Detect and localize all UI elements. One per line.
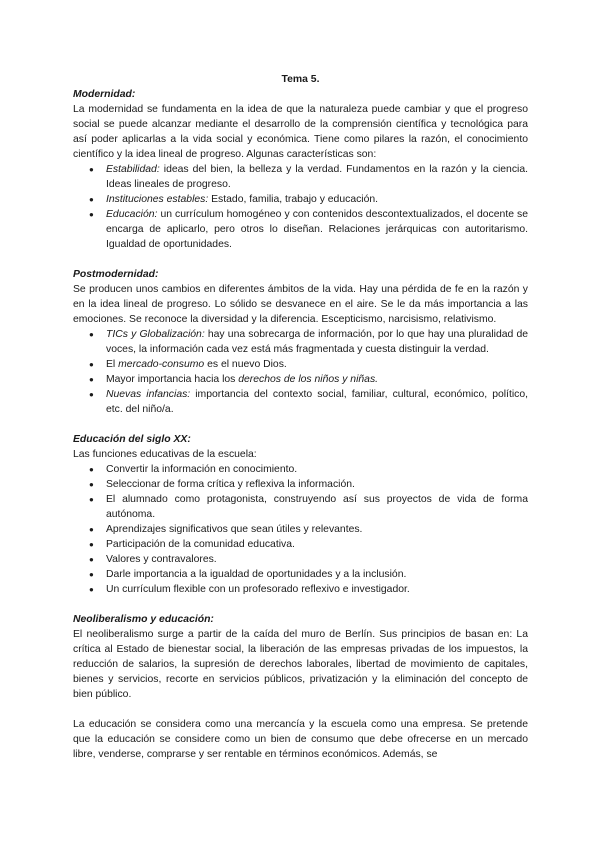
- item-text: El: [106, 359, 119, 370]
- list-item: [106, 192, 528, 207]
- item-text: es el nuevo Dios.: [204, 359, 287, 370]
- siglo-xx-intro: Las funciones educativas de la escuela:: [73, 449, 257, 460]
- list-item: ● El alumnado como protagonista, construyendo así sus proyectos de vida de forma autónoma.: [106, 492, 528, 522]
- postmodernidad-intro: Se producen unos cambios en diferentes ámbitos de la vida. Hay una pérdida de fe en la razón y en la idea lineal de progreso. Lo sólido se desvanece en el aire. Se le da más importancia a las emociones. Se reconoce la diversidad y la diferencia. Escepticismo, narcisismo, relativismo.: [73, 284, 528, 325]
- list-item: [106, 387, 528, 417]
- list-item: ● Un currículum flexible con un profesorado reflexivo e investigador.: [106, 582, 528, 597]
- item-text: ideas del bien, la belleza y la verdad. Fundamentos en la razón y la ciencia. Ideas lineales de progreso.: [106, 164, 528, 190]
- item-text: hay una sobrecarga de información, por lo que hay una pluralidad de voces, la información cada vez está más fragmentada y cuesta distinguir la verdad.: [106, 329, 529, 355]
- item-text: Estado, familia, trabajo y educación.: [208, 194, 379, 205]
- paragraph-gap: [73, 702, 528, 717]
- item-lead: Estabilidad:: [106, 164, 160, 175]
- list-item: [106, 372, 528, 387]
- neoliberalismo-paragraph-2: La educación se considera como una mercancía y la escuela como una empresa. Se pretende que la educación se considere como un bien de consumo que debe ofrecerse en un mercado libre, venderse, comprarse y ser rentable en términos económicos. Además, se: [73, 719, 528, 760]
- list-item: ● Participación de la comunidad educativa.: [106, 537, 528, 552]
- item-lead: Educación:: [106, 209, 158, 220]
- list-item: ● Seleccionar de forma crítica y reflexiva la información.: [106, 477, 528, 492]
- document-page: [73, 72, 528, 762]
- list-item: [106, 357, 528, 372]
- list-item: [106, 162, 528, 192]
- item-text: un currículum homogéneo y con contenidos descontextualizados, el docente se encarga de aplicarlo, pero otros lo diseñan. Relaciones jerárquicas con autoritarismo. Igualdad de oportunidades.: [106, 209, 528, 250]
- heading-siglo-xx: Educación del siglo XX:: [73, 434, 191, 445]
- list-item: ● Darle importancia a la igualdad de oportunidades y a la inclusión.: [106, 567, 528, 582]
- neoliberalismo-paragraph-1: El neoliberalismo surge a partir de la caída del muro de Berlín. Sus principios de basan en: La crítica al Estado de bienestar social, la liberación de las empresas privadas de los impuestos, la reducción de salarios, la supresión de derechos laborales, libertad de movimiento de capitales, bienes y servicios, recorte en servicios públicos, privatización y la eliminación del concepto de bien público.: [73, 629, 528, 700]
- heading-postmodernidad: Postmodernidad:: [73, 269, 159, 280]
- list-item: ● Convertir la información en conocimiento.: [106, 462, 528, 477]
- item-emphasis: derechos de los niños y niñas.: [238, 374, 379, 385]
- siglo-xx-list: [73, 462, 528, 597]
- item-lead: Instituciones estables:: [106, 194, 209, 205]
- page-title: Tema 5.: [281, 74, 320, 85]
- item-lead: Nuevas infancias:: [106, 389, 191, 400]
- item-text: Mayor importancia hacia los: [106, 374, 239, 385]
- item-text: importancia del contexto social, familiar, cultural, económico, político, etc. del niño/a.: [106, 389, 529, 415]
- postmodernidad-list: [73, 327, 528, 417]
- list-item: ● Valores y contravalores.: [106, 552, 528, 567]
- modernidad-intro: La modernidad se fundamenta en la idea de que la naturaleza puede cambiar y que el progreso social se puede alcanzar mediante el desarrollo de la comprensión científica y tecnológica para así poder aplicarlas a la vida social y económica. Tiene como pilares la razón, el conocimiento científico y la idea lineal de progreso. Algunas características son:: [73, 104, 528, 160]
- list-item: ● Aprendizajes significativos que sean útiles y relevantes.: [106, 522, 528, 537]
- modernidad-list: [73, 162, 528, 252]
- heading-neoliberalismo: Neoliberalismo y educación:: [73, 614, 214, 625]
- list-item: [106, 207, 528, 252]
- item-emphasis: mercado-consumo: [118, 359, 205, 370]
- item-lead: TICs y Globalización:: [106, 329, 205, 340]
- heading-modernidad: Modernidad:: [73, 89, 136, 100]
- list-item: [106, 327, 528, 357]
